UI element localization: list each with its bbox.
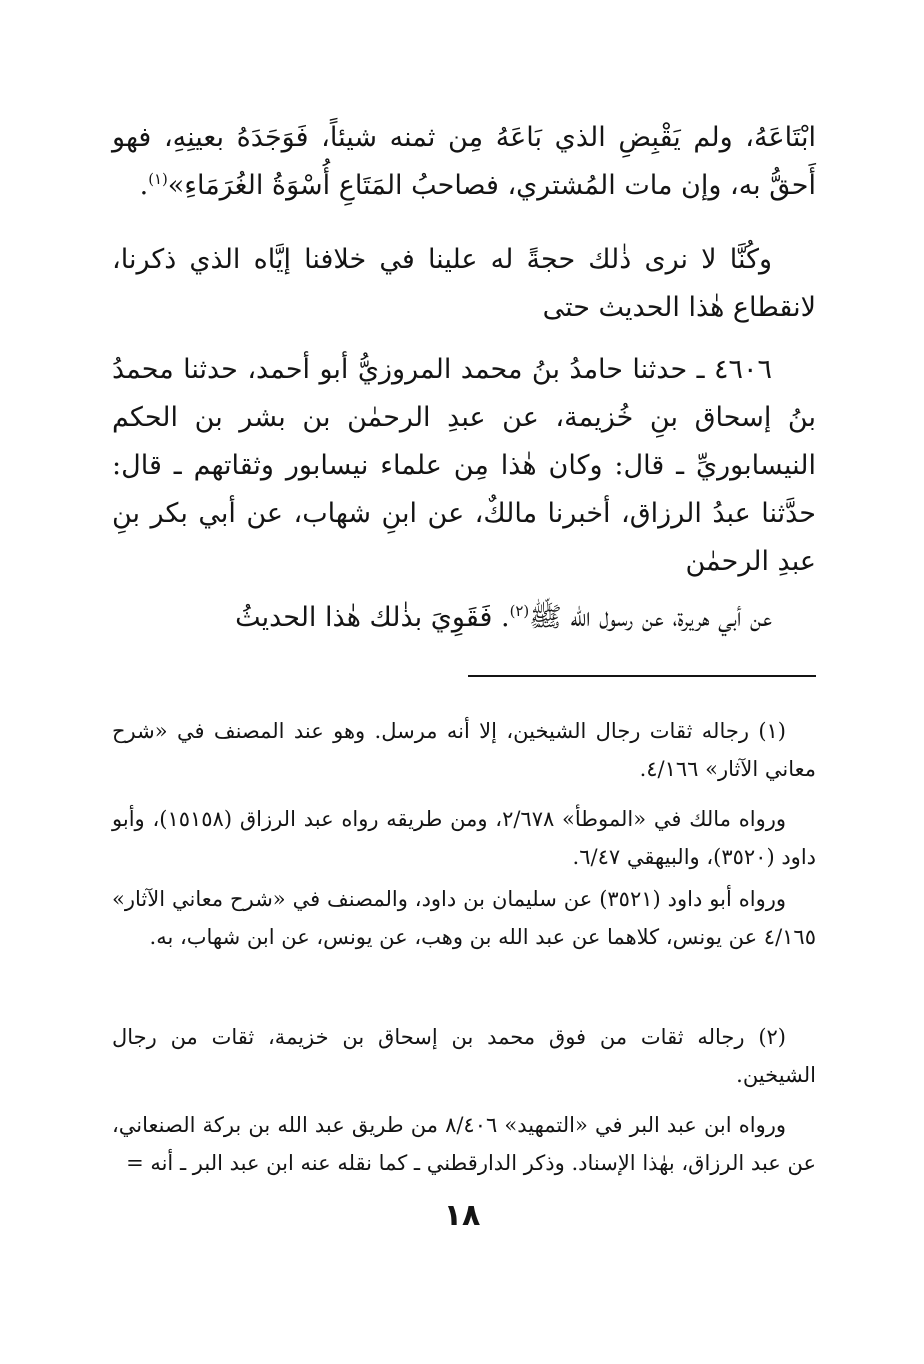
footnote-1-main: (١) رجاله ثقات رجال الشيخين، إلا أنه مرسل. وهو عند المصنف في «شرح معاني الآثار» ٤/١٦٦. bbox=[112, 719, 816, 781]
page-number: ١٨ bbox=[443, 1198, 481, 1233]
footnote-1-third: ورواه أبو داود (٣٥٢١) عن سليمان بن داود، والمصنف في «شرح معاني الآثار» ٤/١٦٥ عن يونس، كلاهما عن عبد الله بن وهب، عن يونس، عن ابن شهاب، به. bbox=[112, 887, 816, 949]
main-paragraph-2 bbox=[112, 236, 816, 332]
footnote-1-second: ورواه مالك في «الموطأ» ٢/٦٧٨، ومن طريقه رواه عبد الرزاق (١٥١٥٨)، وأبو داود (٣٥٢٠)، والبيهقي ٦/٤٧. bbox=[112, 807, 816, 869]
main-paragraph-1 bbox=[112, 114, 816, 210]
paragraph-2-text: وكُنَّا لا نرى ذٰلك حجةً له علينا في خلافنا إيَّاه الذي ذكرنا، لانقطاع هٰذا الحديث حتى bbox=[112, 244, 816, 323]
footnote-ref-2: (٢) bbox=[509, 602, 530, 620]
footnote-ref-1: (١) bbox=[148, 170, 168, 188]
footnote-2-main: (٢) رجاله ثقات من فوق محمد بن إسحاق بن خزيمة، ثقات من رجال الشيخين. bbox=[112, 1025, 816, 1087]
paragraph-1-text: ابْتَاعَهُ، ولم يَقْبِضِ الذي بَاعَهُ مِن ثمنه شيئاً، فَوَجَدَهُ بعينِهِ، فهو أَحقُّ به، وإن مات المُشتري، فصاحبُ المَتَاعِ أُسْوَةُ الغُرَمَاءِ» bbox=[112, 122, 816, 201]
footnote-1 bbox=[112, 712, 816, 788]
footnote-2-second: ورواه ابن عبد البر في «التمهيد» ٨/٤٠٦ من طريق عبد الله بن بركة الصنعاني، عن عبد الرزاق، بهٰذا الإسناد. وذكر الدارقطني ـ كما نقله عنه ابن عبد البر ـ أنه = bbox=[112, 1113, 816, 1175]
paragraph-1-end: . bbox=[139, 170, 149, 201]
paragraph-4-end: . فَقَوِيَ بذٰلك هٰذا الحديثُ bbox=[235, 602, 510, 633]
main-paragraph-4 bbox=[112, 594, 816, 642]
footnote-2 bbox=[112, 1018, 816, 1094]
paragraph-4-text: عن أبي هريرة، عن رسول الله ﷺ bbox=[529, 602, 772, 633]
footnote-2-continuation bbox=[112, 1106, 816, 1182]
paragraph-3-text: ٤٦٠٦ ـ حدثنا حامدُ بنُ محمد المروزيُّ أبو أحمد، حدثنا محمدُ بنُ إسحاق بنِ خُزيمة، عن عبدِ الرحمٰن بن بشر بن الحكم النيسابوريِّ ـ قال: وكان هٰذا مِن علماء نيسابور وثقاتهم ـ قال: حدَّثنا عبدُ الرزاق، أخبرنا مالكٌ، عن ابنِ شهاب، عن أبي بكر بنِ عبدِ الرحمٰن bbox=[112, 354, 816, 577]
footnote-1-continuation-2 bbox=[112, 880, 816, 956]
footnote-1-continuation bbox=[112, 800, 816, 876]
footnote-separator bbox=[468, 675, 816, 677]
main-paragraph-3 bbox=[112, 346, 816, 586]
